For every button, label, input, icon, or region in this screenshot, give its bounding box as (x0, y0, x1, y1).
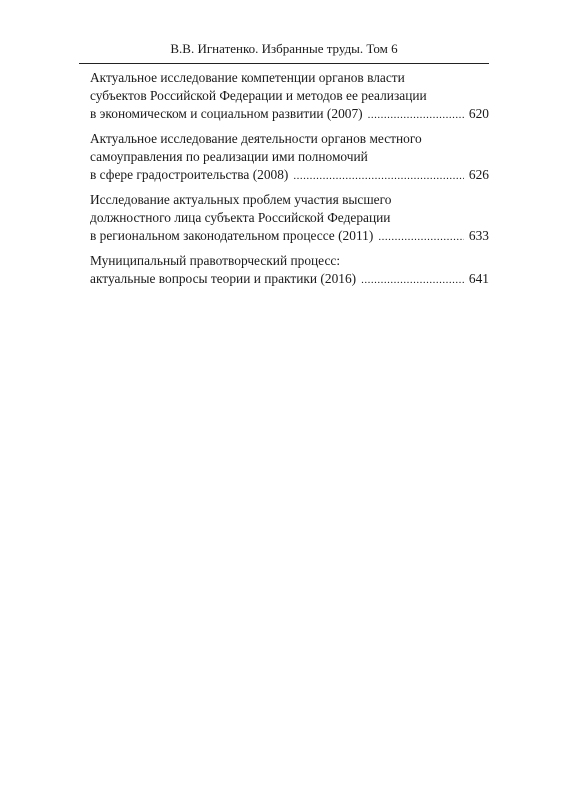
header-rule (79, 63, 489, 64)
toc-entry[interactable] (90, 130, 489, 185)
toc-entry-title-line: самоуправления по реализации ими полномочий (90, 149, 368, 164)
toc-entry-title-line: Актуальное исследование деятельности органов местного (90, 131, 422, 146)
toc-entry-title-line: Муниципальный правотворческий процесс: (90, 253, 341, 268)
table-of-contents (90, 69, 489, 295)
toc-entry-title-line: в сфере градостроительства (2008) (90, 167, 289, 182)
toc-dot-leader (293, 167, 464, 185)
toc-dot-leader (361, 271, 464, 289)
toc-entry-title-line: в экономическом и социальном развитии (2007) (90, 106, 363, 121)
toc-page-number: 633 (468, 228, 489, 243)
toc-dot-leader (368, 106, 464, 124)
toc-entry[interactable] (90, 191, 489, 246)
toc-page-number: 620 (468, 106, 489, 121)
toc-entry-title-line: субъектов Российской Федерации и методов ее реализации (90, 88, 427, 103)
toc-entry[interactable] (90, 252, 489, 289)
toc-entry-title-line: Актуальное исследование компетенции органов власти (90, 70, 405, 85)
toc-entry-title-line: актуальные вопросы теории и практики (2016) (90, 271, 357, 286)
toc-entry-title-line: в региональном законодательном процессе (2011) (90, 228, 374, 243)
toc-entry-title-line: Исследование актуальных проблем участия высшего (90, 192, 392, 207)
toc-entry[interactable] (90, 69, 489, 124)
toc-page-number: 626 (468, 167, 489, 182)
toc-page-number: 641 (468, 271, 489, 286)
running-header: В.В. Игнатенко. Избранные труды. Том 6 (170, 41, 398, 56)
toc-entry-title-line: должностного лица субъекта Российской Федерации (90, 210, 391, 225)
toc-dot-leader (378, 228, 464, 246)
